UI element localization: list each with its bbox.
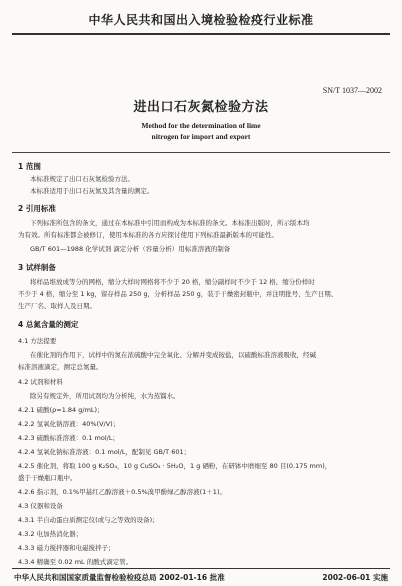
equipment-item: 4.3.4 精确至 0.02 mL 的酸式滴定管。 [18,558,133,566]
title-rule [12,152,390,153]
paragraph-line: 不少于 4 格，缩分至 1 kg，留存样品 250 g，分析样品 250 g，装于干燥密封瓶中，并注明批号、生产日期、 [18,290,338,298]
org-header-title: 中华人民共和国出入境检验检疫行业标准 [88,13,314,27]
paragraph-line: 本标准适用于出口石灰氮及其含量的测定。 [30,187,154,195]
reagent-item: 4.2.4 氢氧化钠标准溶液：0.1 mol/L，配制见 GB/T 601； [18,448,191,456]
standard-number: SN/T 1037—2002 [322,86,382,95]
reagent-item: 4.2.6 指示剂，0.1%甲基红乙醇溶液＋0.5%溴甲酚绿乙醇溶液(1＋1)。 [18,488,226,496]
approval-line: 中华人民共和国国家质量监督检验检疫总局 2002-01-16 批准 [14,573,225,582]
footer-rule [12,568,390,569]
paragraph-line: 为有效。所有标准都会被修订，使用本标准的各方应探讨使用下列标准最新版本的可能性。 [18,231,278,239]
paragraph-line: 盛于干燥瓶口瓶中。 [18,474,77,482]
paragraph-line: 除另有规定外，所用试剂均为分析纯，水为蒸馏水。 [30,392,180,400]
english-title-line-2: nitrogen for import and export [151,132,251,141]
equipment-item: 4.3.3 磁力搅拌器和电磁搅拌子； [18,544,115,552]
reagent-item: 4.2.2 氢氧化钠溶液：40%(V/V)； [18,420,120,428]
paragraph-line: 标准溶液滴定，测定总氮量。 [18,363,103,371]
section-heading: 2 引用标准 [18,204,56,213]
paragraph-line: 将样品堆放成等分的网格，缩分大样时网格将不少于 20 格，缩分副样时不少于 12 格，缩分份样时 [30,278,315,286]
equipment-item: 4.3.1 半自动蛋白质测定仪(或与之等效的设备)； [18,516,159,524]
paragraph-line: 在催化剂的作用下，试样中的氮在浓硫酸中完全氧化、分解并变成铵盐，以硫酸标准溶液吸收，经碱 [30,351,316,359]
implementation-date: 2002-06-01 实施 [322,573,388,582]
paragraph-line: 本标准规定了出口石灰氮检验方法。 [30,175,134,183]
section-heading: 4 总氮含量的测定 [18,320,79,329]
paragraph-line: 生产厂名、取样人及日期。 [18,302,96,310]
reagent-item: 4.2.1 硫酸(ρ=1.84 g/mL)； [18,406,104,414]
subsection-heading: 4.1 方法提要 [18,337,57,345]
reagent-item: 4.2.3 硫酸标准溶液：0.1 mol/L； [18,434,119,442]
subsection-heading: 4.3 仪器和设备 [18,502,63,510]
header-rule [12,33,390,35]
reference-item: GB/T 601—1988 化学试剂 滴定分析（容量分析）用标准溶液的制备 [30,245,231,253]
reagent-item: 4.2.5 催化剂，将取 100 g K₂SO₄，10 g CuSO₄ · 5H₂O，1 g 硒粉，在研钵中磨细至 80 目(0.175 mm)， [18,462,332,470]
subsection-heading: 4.2 试剂和材料 [18,378,63,386]
equipment-item: 4.3.2 电加热消化器； [18,530,83,538]
section-heading: 1 范围 [18,162,41,171]
english-title-line-1: Method for the determination of lime [141,121,261,130]
section-heading: 3 试样制备 [18,263,56,272]
paragraph-line: 下列标准所包含的条文，通过在本标准中引用而构成为本标准的条文。本标准出版时，所示版本均 [30,219,310,227]
document-title: 进出口石灰氮检验方法 [133,100,269,115]
